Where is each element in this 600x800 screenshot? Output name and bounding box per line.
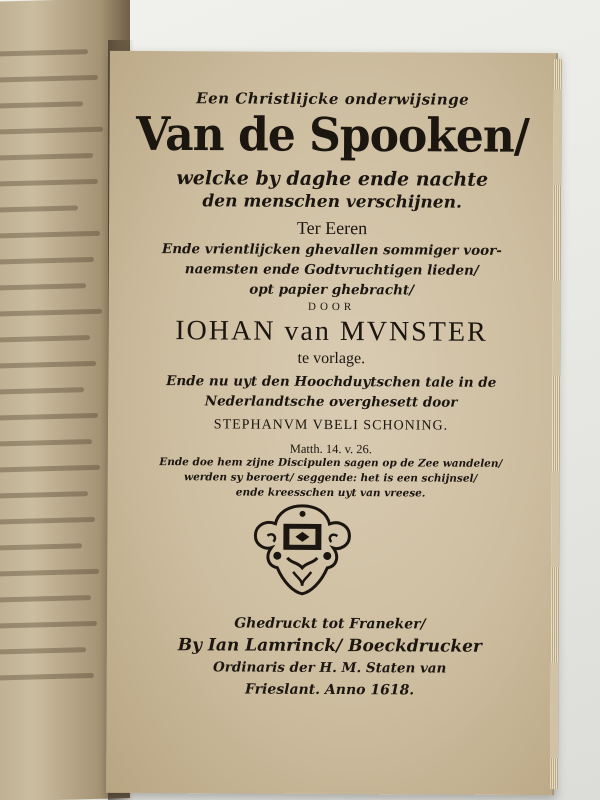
title-continuation: welcke by daghe ende nachte <box>176 167 489 191</box>
text-line <box>0 205 78 212</box>
by-label: DOOR <box>307 300 356 314</box>
text-line <box>0 231 100 239</box>
text-line <box>0 569 99 577</box>
text-line <box>0 595 91 602</box>
text-line <box>0 309 102 317</box>
dedication-line: opt papier ghebracht/ <box>249 281 415 299</box>
imprint-line: Ghedruckt tot Franeker/ <box>234 615 426 633</box>
scripture-quote: Ende doe hem zijne Discipulen sagen op de Zee wandelen/ <box>159 456 503 470</box>
title-continuation: den menschen verschijnen. <box>202 191 462 213</box>
text-line <box>0 517 95 525</box>
text-line <box>0 335 90 342</box>
text-line <box>0 543 82 550</box>
printers-ornament <box>247 502 358 599</box>
dedication-line: Ende vrientlijcken ghevallen sommiger voor- <box>161 241 502 259</box>
text-line <box>0 491 88 498</box>
title-page <box>106 51 558 795</box>
text-line <box>0 283 86 290</box>
text-line <box>0 361 96 369</box>
text-line <box>0 387 84 394</box>
imprint-printer: By Ian Lamrinck/ Boeckdrucker <box>177 635 482 657</box>
text-line <box>0 673 94 681</box>
author-note: te vorlage. <box>297 349 366 368</box>
text-line <box>0 439 92 446</box>
text-line <box>0 49 88 56</box>
scripture-reference: Matth. 14. v. 26. <box>289 441 372 457</box>
translation-line: Ende nu uyt den Hoochduytschen tale in de <box>166 373 497 391</box>
text-line <box>0 153 93 160</box>
text-line <box>0 179 98 187</box>
author-name: IOHAN van MVNSTER <box>175 315 488 348</box>
text-line <box>0 413 98 421</box>
left-page-text-lines <box>0 38 120 762</box>
dedication-heading: Ter Eeren <box>296 217 368 239</box>
scripture-quote: werden sy beroert/ seggende: het is een schijnsel/ <box>184 471 478 485</box>
imprint-date: Frieslant. Anno 1618. <box>244 681 415 699</box>
text-line <box>0 647 86 654</box>
text-line <box>0 127 103 135</box>
imprint-line: Ordinaris der H. M. Staten van <box>212 659 447 677</box>
translation-line: Nederlandtsche overghesett door <box>204 393 458 411</box>
text-line <box>0 465 100 473</box>
main-title: Van de Spooken/ <box>135 107 530 164</box>
text-line <box>0 257 94 265</box>
text-line <box>0 75 98 83</box>
translator-name: STEPHANVM VBELI SCHONING. <box>213 417 449 434</box>
text-line <box>0 621 97 629</box>
subtitle-line: Een Christlijcke onderwijsinge <box>196 89 470 109</box>
dedication-line: naemsten ende Godtvruchtigen lieden/ <box>184 261 479 279</box>
scripture-quote: ende kreesschen uyt van vreese. <box>235 486 426 500</box>
text-line <box>0 101 83 108</box>
